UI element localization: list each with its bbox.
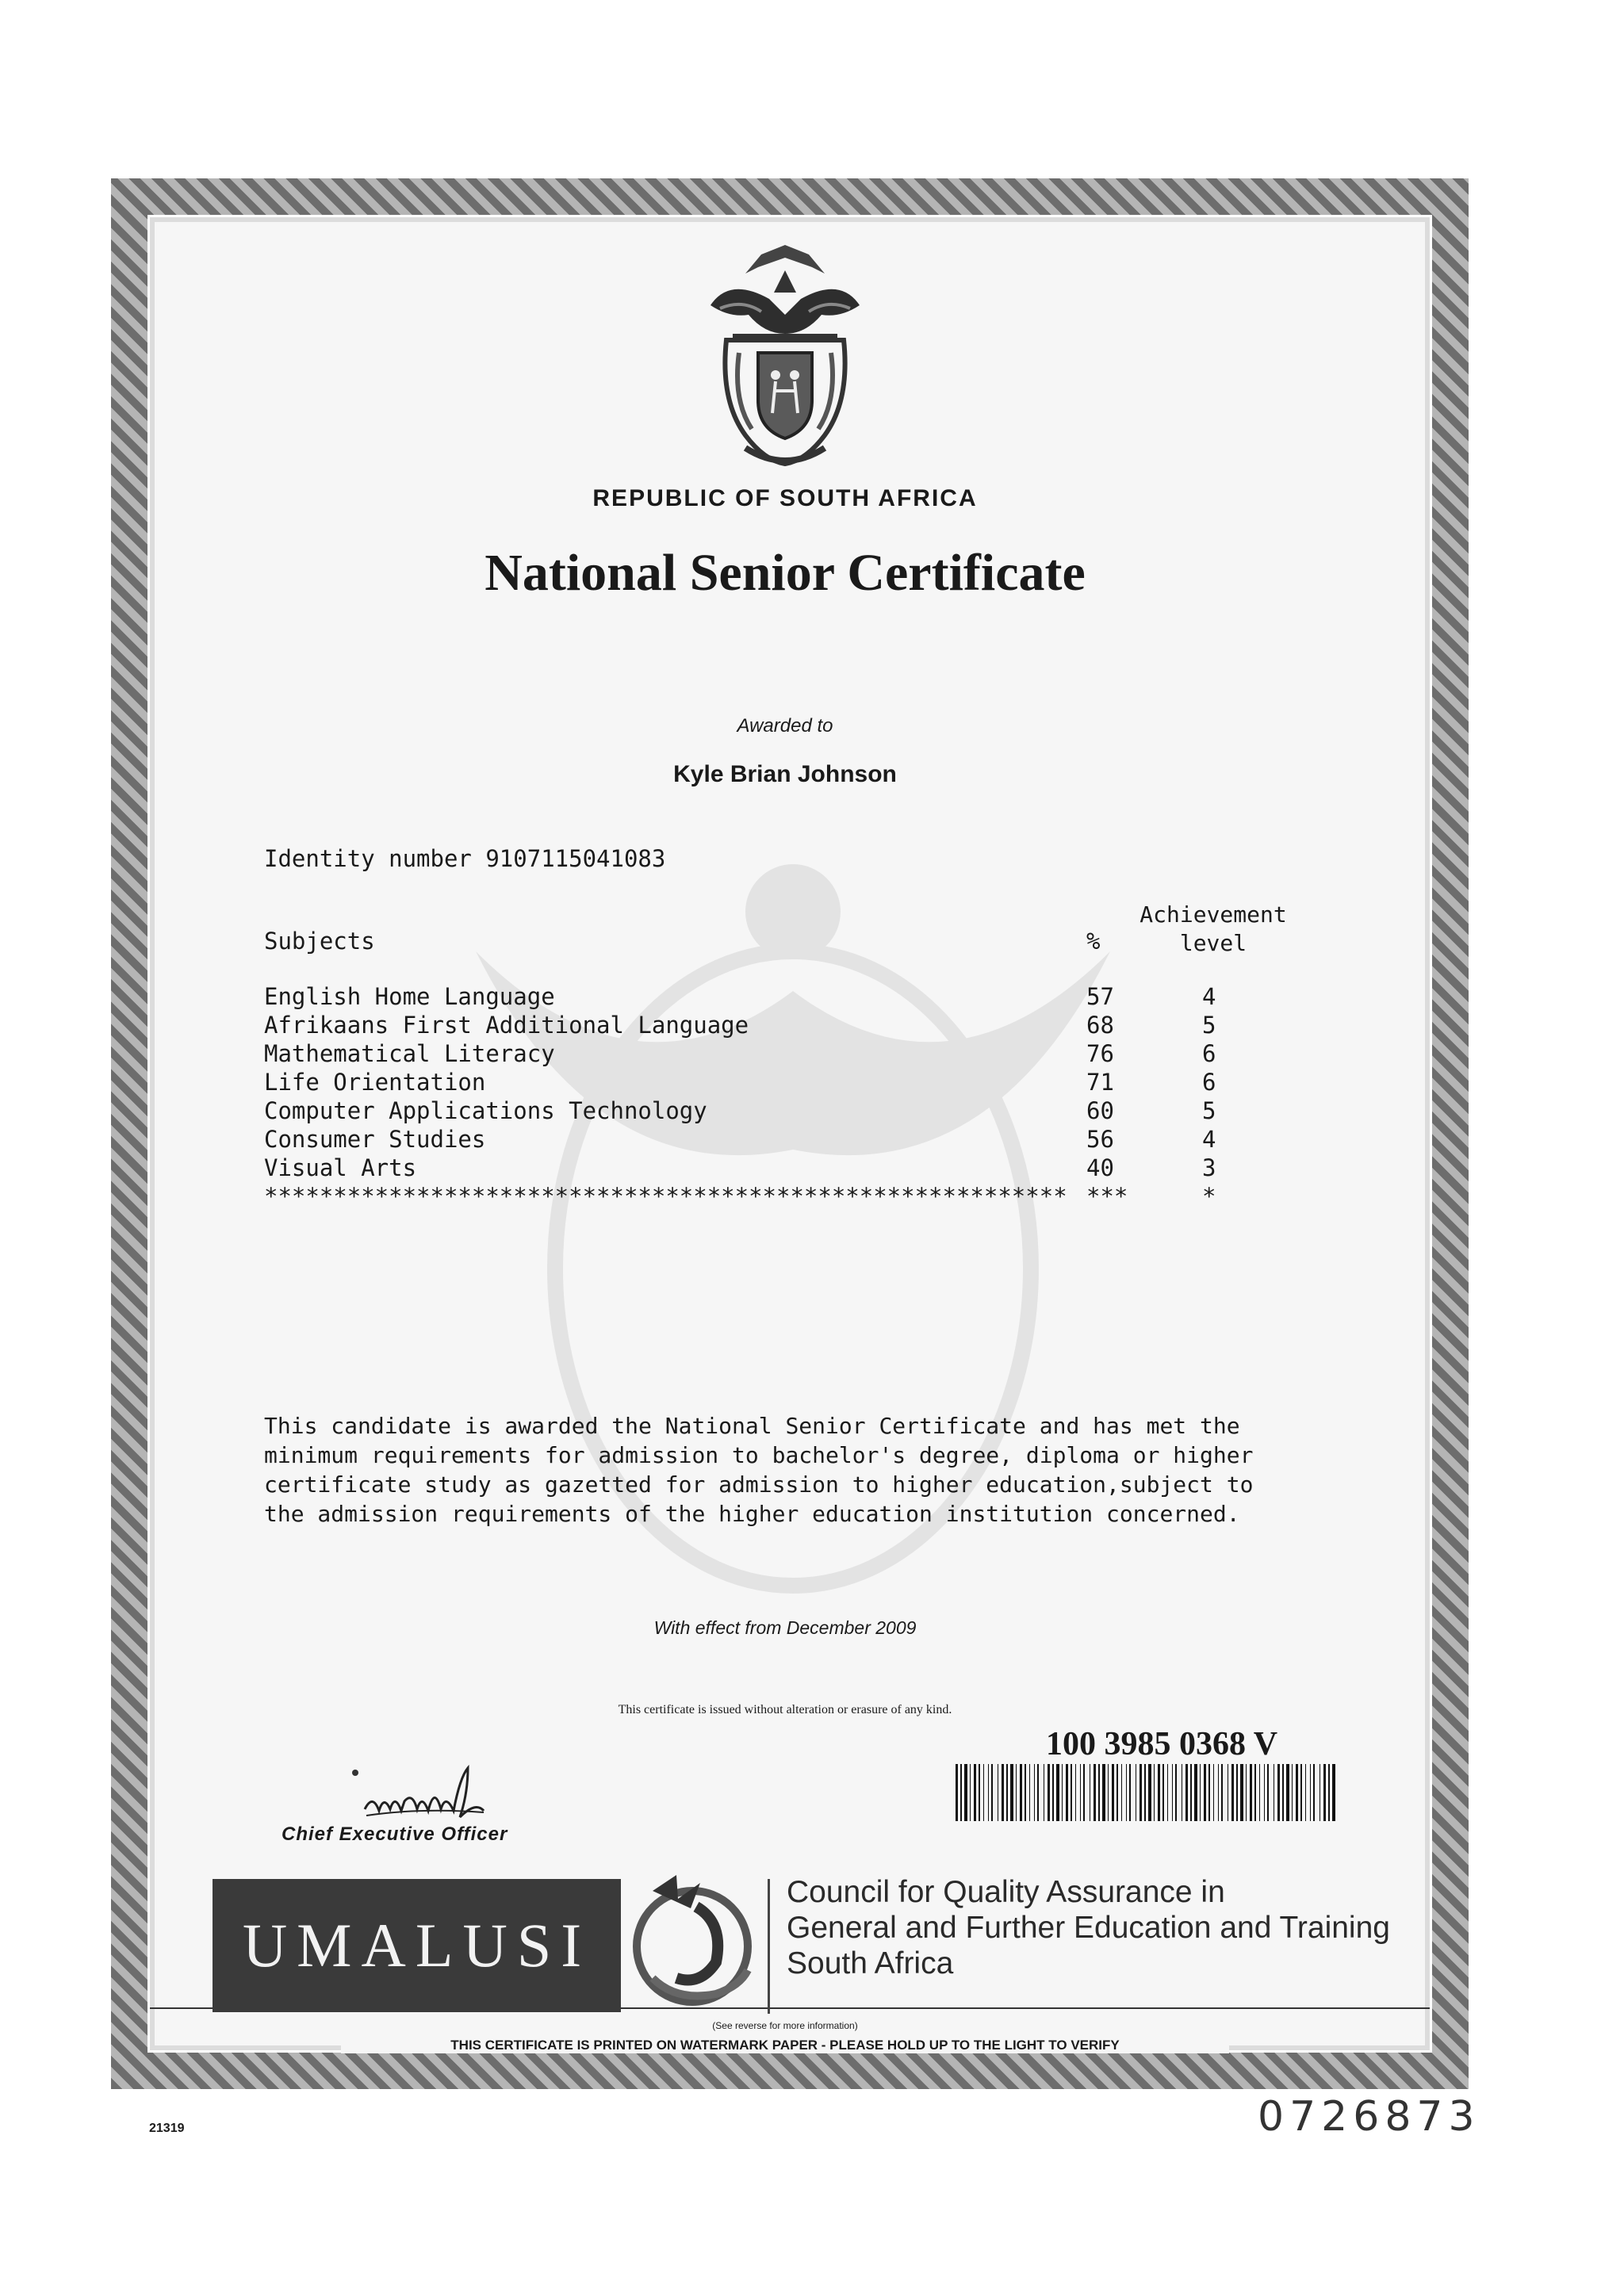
barcode-bar <box>1080 1764 1081 1821</box>
barcode-bar <box>1010 1764 1013 1821</box>
barcode-bar <box>1172 1764 1173 1821</box>
logo-divider <box>768 1879 770 2014</box>
umalusi-wordmark: UMALUSI <box>242 1911 592 1980</box>
subject-name: Consumer Studies <box>264 1126 486 1153</box>
barcode-bar <box>1313 1764 1315 1821</box>
statement-line: This candidate is awarded the National Senior Certificate and has met the <box>264 1413 1240 1439</box>
barcode-bar <box>1250 1764 1252 1821</box>
barcode-bar <box>988 1764 989 1821</box>
subject-level: 6 <box>1202 1069 1216 1096</box>
barcode-bar <box>1056 1764 1059 1821</box>
barcode-bar <box>1292 1764 1293 1821</box>
barcode-bar <box>1071 1764 1072 1821</box>
subject-level: 4 <box>1202 983 1216 1010</box>
subject-name: Mathematical Literacy <box>264 1040 555 1067</box>
barcode-bar <box>1305 1764 1306 1821</box>
barcode-bar <box>1204 1764 1206 1821</box>
issued-note: This certificate is issued without alteration or erasure of any kind. <box>618 1703 952 1716</box>
barcode-bar <box>1310 1764 1311 1821</box>
barcode-bar <box>1277 1764 1280 1821</box>
table-row <box>264 1097 1327 1126</box>
barcode-bar <box>1102 1764 1105 1821</box>
barcode-bar <box>1108 1764 1109 1821</box>
barcode-bar <box>974 1764 976 1821</box>
barcode-bar <box>1194 1764 1197 1821</box>
serial-number: 0726873 <box>1258 2093 1480 2141</box>
umalusi-logo-box <box>213 1879 621 2012</box>
coat-of-arms-icon <box>698 242 872 480</box>
barcode-bar <box>1025 1764 1026 1821</box>
identity-number: Identity number 9107115041083 <box>264 845 666 872</box>
barcode-bar <box>1221 1764 1223 1821</box>
barcode-bar <box>1264 1764 1265 1821</box>
barcode-bar <box>1167 1764 1168 1821</box>
barcode-bar <box>1185 1764 1188 1821</box>
subject-percent: 56 <box>1086 1126 1114 1153</box>
barcode-bar <box>1094 1764 1096 1821</box>
barcode-bar <box>1002 1764 1004 1821</box>
barcode-bar <box>1328 1764 1330 1821</box>
barcode-bar <box>1052 1764 1054 1821</box>
barcode-bar <box>970 1764 971 1821</box>
issuer-line: General and Further Education and Training <box>787 1911 1390 1945</box>
barcode-bar <box>1066 1764 1068 1821</box>
barcode-bar <box>1236 1764 1238 1821</box>
candidate-name: Kyle Brian Johnson <box>673 761 897 787</box>
barcode-bar <box>1034 1764 1035 1821</box>
barcode-bar <box>1218 1764 1219 1821</box>
subjects-header: Subjects <box>264 928 375 955</box>
barcode-bar <box>956 1764 958 1821</box>
certificate-number: 100 3985 0368 V <box>1045 1726 1278 1762</box>
subject-level: 5 <box>1202 1097 1216 1124</box>
signatory-title: Chief Executive Officer <box>282 1823 508 1845</box>
barcode-bar <box>1116 1764 1118 1821</box>
subject-name: Visual Arts <box>264 1154 417 1181</box>
barcode-bar <box>1158 1764 1160 1821</box>
percent-terminator: *** <box>1086 1183 1128 1210</box>
barcode-bar <box>1144 1764 1146 1821</box>
subject-results-table <box>264 983 1327 1211</box>
barcode-bar <box>1098 1764 1100 1821</box>
statement-line: minimum requirements for admission to bachelor's degree, diploma or higher <box>264 1442 1254 1468</box>
barcode-bar <box>1259 1764 1260 1821</box>
barcode-bar <box>964 1764 967 1821</box>
barcode-bar <box>1083 1764 1085 1821</box>
subject-level: 6 <box>1202 1040 1216 1067</box>
subject-percent: 76 <box>1086 1040 1114 1067</box>
barcode-bar <box>1020 1764 1022 1821</box>
barcode-bar <box>1231 1764 1234 1821</box>
subject-name: Afrikaans First Additional Language <box>264 1012 749 1039</box>
barcode-bar <box>1190 1764 1192 1821</box>
issuer-name <box>787 1874 1390 1981</box>
subject-percent: 57 <box>1086 983 1114 1010</box>
barcode-bar <box>1200 1764 1201 1821</box>
certificate-title: National Senior Certificate <box>485 544 1086 602</box>
see-reverse-note: (See reverse for more information) <box>712 2020 858 2031</box>
watermark-notice: THIS CERTIFICATE IS PRINTED ON WATERMARK PAPER - PLEASE HOLD UP TO THE LIGHT TO VERIFY <box>341 2038 1229 2053</box>
barcode-bar <box>1240 1764 1243 1821</box>
subject-name: English Home Language <box>264 983 555 1010</box>
barcode-bar <box>1208 1764 1210 1821</box>
subject-level: 5 <box>1202 1012 1216 1039</box>
barcode-bar <box>960 1764 962 1821</box>
barcode-icon <box>956 1764 1336 1821</box>
barcode-bar <box>1332 1764 1335 1821</box>
form-code: 21319 <box>149 2122 185 2135</box>
barcode-bar <box>1075 1764 1076 1821</box>
subject-name: Life Orientation <box>264 1069 486 1096</box>
pass-statement <box>264 1411 1327 1529</box>
barcode-bar <box>1029 1764 1030 1821</box>
signature-icon <box>349 1762 555 1833</box>
percent-header: % <box>1086 928 1101 955</box>
issuer-line: Council for Quality Assurance in <box>787 1875 1225 1909</box>
barcode-bar <box>1121 1764 1122 1821</box>
level-terminator: * <box>1202 1183 1216 1210</box>
subject-level: 4 <box>1202 1126 1216 1153</box>
barcode-bar <box>1016 1764 1017 1821</box>
barcode-bar <box>979 1764 980 1821</box>
subject-terminator: ********************************************************** <box>264 1183 1067 1210</box>
barcode-bar <box>1112 1764 1114 1821</box>
subject-percent: 60 <box>1086 1097 1114 1124</box>
statement-line: certificate study as gazetted for admission to higher education,subject to <box>264 1471 1254 1498</box>
barcode-bar <box>1139 1764 1142 1821</box>
table-row-terminator <box>264 1183 1327 1211</box>
achievement-header-line1: Achievement <box>1139 901 1287 928</box>
barcode-bar <box>991 1764 993 1821</box>
barcode-bar <box>1148 1764 1151 1821</box>
barcode-bar <box>1213 1764 1214 1821</box>
barcode-bar <box>983 1764 984 1821</box>
barcode-bar <box>1162 1764 1164 1821</box>
subject-percent: 71 <box>1086 1069 1114 1096</box>
barcode-bar <box>1175 1764 1177 1821</box>
achievement-level-header <box>1134 901 1293 958</box>
awarded-to-label: Awarded to <box>737 715 833 737</box>
barcode-bar <box>1246 1764 1247 1821</box>
achievement-header-line2: level <box>1179 930 1247 956</box>
table-row <box>264 1069 1327 1097</box>
umalusi-hands-icon <box>629 1867 756 2014</box>
barcode-bar <box>1154 1764 1155 1821</box>
subject-percent: 68 <box>1086 1012 1114 1039</box>
barcode-bar <box>1286 1764 1289 1821</box>
barcode-bar <box>1062 1764 1063 1821</box>
country-heading: REPUBLIC OF SOUTH AFRICA <box>592 485 978 511</box>
barcode-bar <box>1254 1764 1256 1821</box>
barcode-bar <box>1296 1764 1298 1821</box>
table-row <box>264 983 1327 1012</box>
table-row <box>264 1154 1327 1183</box>
barcode-bar <box>1048 1764 1050 1821</box>
issuer-line: South Africa <box>787 1946 954 1980</box>
barcode-bar <box>1300 1764 1302 1821</box>
barcode-bar <box>1267 1764 1269 1821</box>
subject-name: Computer Applications Technology <box>264 1097 707 1124</box>
table-row <box>264 1012 1327 1040</box>
subject-level: 3 <box>1202 1154 1216 1181</box>
subject-percent: 40 <box>1086 1154 1114 1181</box>
table-row <box>264 1126 1327 1154</box>
table-row <box>264 1040 1327 1069</box>
statement-line: the admission requirements of the higher education institution concerned. <box>264 1501 1240 1527</box>
barcode-bar <box>1282 1764 1284 1821</box>
barcode-bar <box>1323 1764 1326 1821</box>
barcode-bar <box>1037 1764 1039 1821</box>
barcode-bar <box>1006 1764 1008 1821</box>
effective-date: With effect from December 2009 <box>653 1617 917 1638</box>
barcode-bar <box>1129 1764 1131 1821</box>
barcode-bar <box>1126 1764 1127 1821</box>
